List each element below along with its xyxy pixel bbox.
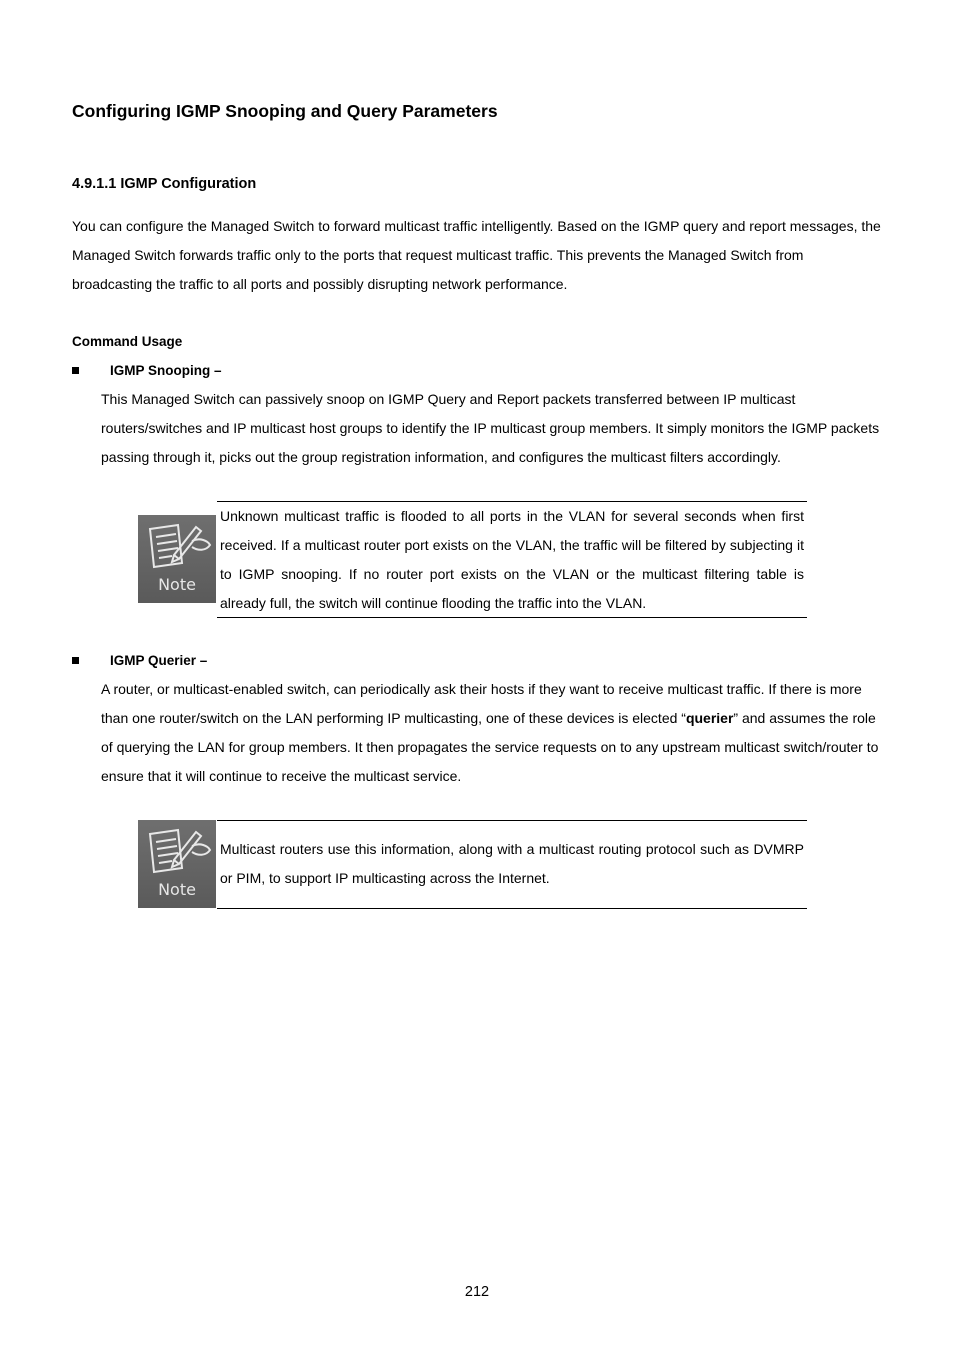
intro-paragraph: You can configure the Managed Switch to forward multicast traffic intelligently. Based on the IGMP query and report messages, the Managed Switch forwards traffic only to the ports that request multicast traffic. This prevents the Managed Switch from broadcasting the traffic to all ports and possibly disrupting network performance.	[72, 218, 881, 292]
note-pencil-icon	[138, 820, 216, 908]
note-text: Multicast routers use this information, along with a multicast routing protocol such as DVMRP or PIM, to support IP multicasting across the Internet.	[220, 841, 804, 886]
note-box-querier	[217, 820, 807, 909]
square-bullet-icon	[72, 367, 79, 374]
section-title: Configuring IGMP Snooping and Query Parameters	[72, 101, 498, 121]
igmp-querier-body	[101, 675, 891, 791]
page-number: 212	[464, 1284, 490, 1300]
igmp-snooping-body: This Managed Switch can passively snoop on IGMP Query and Report packets transferred between IP multicast routers/switches and IP multicast host groups to identify the IP multicast group members. It simply monitors the IGMP packets passing through it, picks out the group registration information, and configures the multicast filters accordingly.	[101, 391, 880, 465]
querier-term: querier	[685, 710, 734, 726]
note-box-snooping	[217, 501, 807, 618]
subsection-title: 4.9.1.1 IGMP Configuration	[72, 176, 257, 192]
note-icon-label: Note	[158, 575, 196, 594]
note-pencil-graphic	[138, 515, 216, 577]
note-text: Unknown multicast traffic is flooded to all ports in the VLAN for several seconds when first received. If a multicast router port exists on the VLAN, the traffic will be filtered by subjecting it to IGMP snooping. If no router port exists on the VLAN or the multicast filtering table is already full, the switch will continue flooding the traffic into the VLAN.	[220, 508, 804, 611]
bullet-label: IGMP Snooping –	[110, 363, 222, 378]
square-bullet-icon	[72, 657, 79, 664]
querier-body-end: ” and assumes the role of querying the LAN for group members. It then propagates the service requests on to any upstream multicast switch/router to ensure that it will continue to receive the multicast service.	[101, 710, 879, 784]
note-pencil-graphic	[138, 820, 216, 882]
note-pencil-icon	[138, 515, 216, 603]
note-icon-label: Note	[158, 880, 196, 899]
querier-body-start: A router, or multicast-enabled switch, can periodically ask their hosts if they want to receive multicast traffic. If there is more than one router/switch on the LAN performing IP multicasting, one of these devices is elected “	[101, 681, 862, 726]
bullet-label: IGMP Querier –	[110, 653, 208, 668]
command-usage-heading: Command Usage	[72, 334, 183, 349]
